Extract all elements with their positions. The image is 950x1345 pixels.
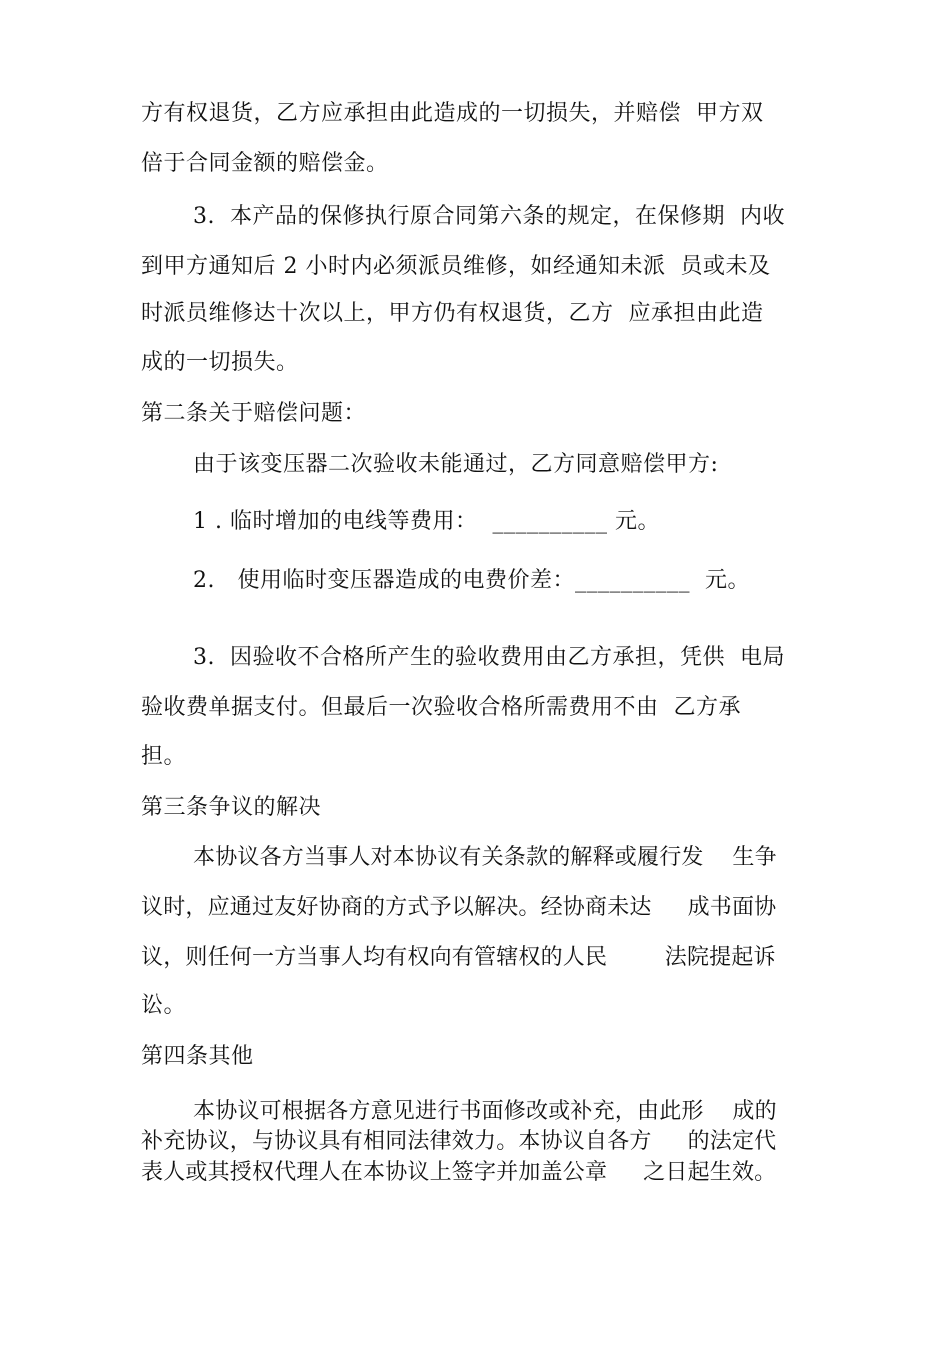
list-item-line: 3. 因验收不合格所产生的验收费用由乙方承担，凭供 电局 [193, 645, 785, 670]
paragraph-line: 时派员维修达十次以上，甲方仍有权退货，乙方 应承担由此造 [141, 301, 764, 326]
paragraph-line: 担。 [141, 744, 187, 769]
paragraph-line: 到甲方通知后 2 小时内必须派员维修，如经通知未派 员或未及 [141, 254, 771, 279]
paragraph-line: 表人或其授权代理人在本协议上签字并加盖公章 之日起生效。 [141, 1160, 777, 1185]
list-item-line: 2. 使用临时变压器造成的电费价差：__________ 元。 [193, 568, 750, 593]
paragraph-line: 倍于合同金额的赔偿金。 [141, 151, 389, 176]
paragraph-line: 成的一切损失。 [141, 350, 299, 375]
paragraph-line: 验收费单据支付。但最后一次验收合格所需费用不由 乙方承 [141, 695, 741, 720]
section-heading: 第二条关于赔偿问题： [141, 401, 367, 426]
paragraph-line: 本协议可根据各方意见进行书面修改或补充，由此形 成的 [193, 1099, 777, 1124]
paragraph-line: 由于该变压器二次验收未能通过，乙方同意赔偿甲方: [193, 452, 719, 477]
paragraph-line: 议，则任何一方当事人均有权向有管辖权的人民 法院提起诉 [141, 945, 776, 970]
list-item-line: 1 . 临时增加的电线等费用： __________ 元。 [193, 509, 660, 534]
paragraph-line: 本协议各方当事人对本协议有关条款的解释或履行发 生争 [193, 845, 777, 870]
paragraph-line: 议时，应通过友好协商的方式予以解决。经协商未达 成书面协 [141, 895, 777, 920]
section-heading: 第三条争议的解决 [141, 795, 322, 820]
paragraph-line: 方有权退货，乙方应承担由此造成的一切损失，并赔偿 甲方双 [141, 101, 764, 126]
section-heading: 第四条其他 [141, 1044, 254, 1069]
list-item-line: 3. 本产品的保修执行原合同第六条的规定，在保修期 内收 [193, 204, 785, 229]
paragraph-line: 讼。 [141, 993, 187, 1018]
paragraph-line: 补充协议，与协议具有相同法律效力。本协议自各方 的法定代 [141, 1129, 777, 1154]
